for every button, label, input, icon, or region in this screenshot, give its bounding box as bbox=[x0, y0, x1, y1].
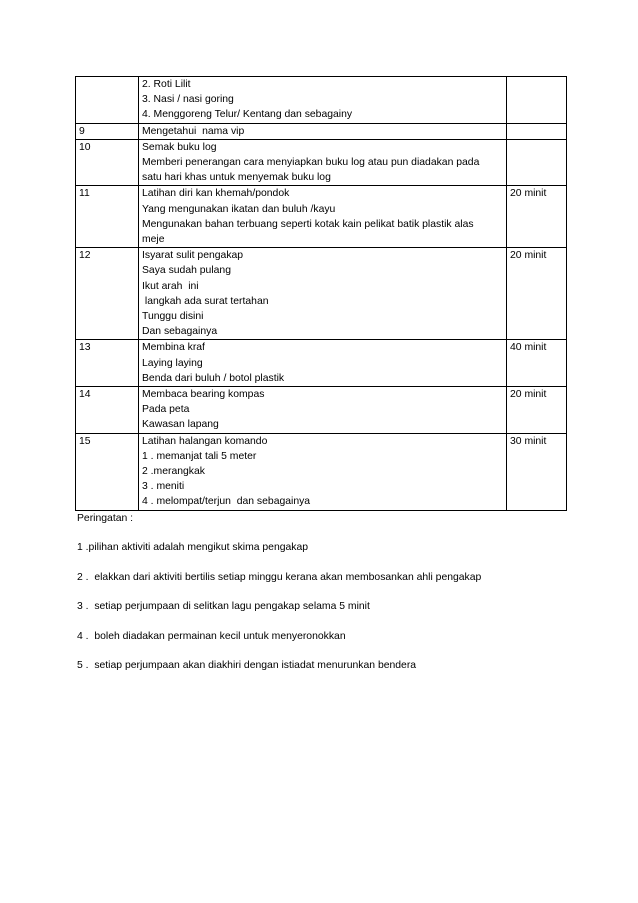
activity-cell bbox=[139, 340, 507, 387]
activity-line: 2. Roti Lilit bbox=[142, 79, 191, 90]
activity-line: Membaca bearing kompas bbox=[142, 389, 265, 401]
activity-line: Dan sebagainya bbox=[142, 326, 218, 338]
activity-line: Latihan diri kan khemah/pondok bbox=[142, 188, 290, 200]
table-row bbox=[76, 139, 567, 186]
activity-line: Memberi penerangan cara menyiapkan buku log atau pun diadakan pada bbox=[142, 157, 480, 169]
activity-line: langkah ada surat tertahan bbox=[142, 295, 269, 307]
duration-cell: 20 minit bbox=[507, 387, 567, 434]
row-number-cell: 13 bbox=[76, 340, 139, 387]
activity-line: Isyarat sulit pengakap bbox=[142, 250, 244, 262]
activity-line: Latihan halangan komando bbox=[142, 435, 268, 447]
activity-line: 3 . meniti bbox=[142, 481, 185, 493]
table-row bbox=[76, 248, 567, 340]
activity-line: Benda dari buluh / botol plastik bbox=[142, 372, 285, 384]
duration-cell: 40 minit bbox=[507, 340, 567, 387]
note-item: 1 .pilihan aktiviti adalah mengikut skima pengakap bbox=[77, 542, 309, 554]
activity-line: Kawasan lapang bbox=[142, 419, 219, 431]
notes-section bbox=[77, 512, 577, 688]
duration-cell: 20 minit bbox=[507, 186, 567, 248]
table-row bbox=[76, 77, 567, 124]
activity-line: Membina kraf bbox=[142, 342, 205, 354]
activity-cell bbox=[139, 139, 507, 186]
activity-line: Saya sudah pulang bbox=[142, 265, 231, 277]
table-row bbox=[76, 387, 567, 434]
table-row bbox=[76, 433, 567, 510]
activity-line: Tunggu disini bbox=[142, 311, 204, 323]
table-row bbox=[76, 186, 567, 248]
duration-cell bbox=[507, 123, 567, 139]
note-item: 2 . elakkan dari aktiviti bertilis setiap minggu kerana akan membosankan ahli pengakap bbox=[77, 571, 482, 583]
note-item: 5 . setiap perjumpaan akan diakhiri dengan istiadat menurunkan bendera bbox=[77, 659, 417, 671]
activity-line: 4 . melompat/terjun dan sebagainya bbox=[142, 496, 311, 508]
activity-line: 3. Nasi / nasi goring bbox=[142, 94, 234, 106]
activity-table-body bbox=[76, 77, 567, 511]
duration-cell: 20 minit bbox=[507, 248, 567, 340]
activity-line: 1 . memanjat tali 5 meter bbox=[142, 450, 257, 462]
activity-line: Semak buku log bbox=[142, 141, 217, 153]
activity-line: Ikut arah ini bbox=[142, 280, 199, 292]
row-number-cell: 15 bbox=[76, 433, 139, 510]
notes-title: Peringatan : bbox=[77, 513, 134, 524]
activity-line: Mengunakan bahan terbuang seperti kotak kain pelikat batik plastik alas bbox=[142, 218, 474, 230]
note-item: 4 . boleh diadakan permainan kecil untuk menyeronokkan bbox=[77, 630, 346, 642]
duration-cell bbox=[507, 139, 567, 186]
activity-cell bbox=[139, 123, 507, 139]
row-number-cell: 14 bbox=[76, 387, 139, 434]
activity-table bbox=[75, 76, 567, 511]
row-number-cell: 11 bbox=[76, 186, 139, 248]
activity-cell bbox=[139, 77, 507, 124]
row-number-cell: 9 bbox=[76, 123, 139, 139]
table-row bbox=[76, 340, 567, 387]
activity-line: Yang mengunakan ikatan dan buluh /kayu bbox=[142, 203, 336, 215]
activity-line: meje bbox=[142, 234, 165, 246]
activity-line: 2 .merangkak bbox=[142, 466, 205, 478]
row-number-cell: 10 bbox=[76, 139, 139, 186]
row-number-cell: 12 bbox=[76, 248, 139, 340]
activity-line: Mengetahui nama vip bbox=[142, 125, 245, 137]
duration-cell bbox=[507, 77, 567, 124]
activity-line: Pada peta bbox=[142, 404, 190, 416]
row-number-cell bbox=[76, 77, 139, 124]
activity-line: 4. Menggoreng Telur/ Kentang dan sebagainy bbox=[142, 109, 353, 121]
table-row bbox=[76, 123, 567, 139]
duration-cell: 30 minit bbox=[507, 433, 567, 510]
activity-cell bbox=[139, 186, 507, 248]
activity-cell bbox=[139, 433, 507, 510]
activity-line: Laying laying bbox=[142, 357, 203, 369]
note-item: 3 . setiap perjumpaan di selitkan lagu pengakap selama 5 minit bbox=[77, 601, 370, 613]
activity-cell bbox=[139, 248, 507, 340]
activity-line: satu hari khas untuk menyemak buku log bbox=[142, 172, 331, 184]
activity-cell bbox=[139, 387, 507, 434]
